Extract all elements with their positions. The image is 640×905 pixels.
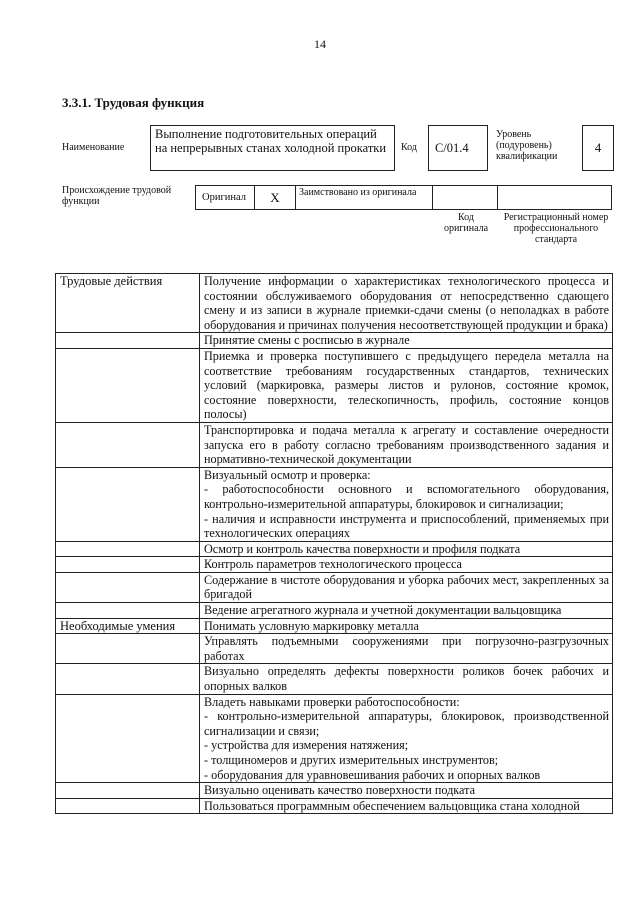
- original-code-cell: [432, 185, 498, 210]
- row-text: Приемка и проверка поступившего с предыдущего передела металла на соответствие требованиям государственных стандартов, технических условий (маркировка, размеры листов и рулонов, состояние кромок, состояние поверхности, телескопичность, профиль, состояние концов полосы): [200, 348, 613, 422]
- row-text: Визуально оценивать качество поверхности подката: [200, 783, 613, 799]
- original-label: Оригинал: [195, 185, 255, 210]
- code-original-caption: Код оригинала: [443, 212, 489, 234]
- row-text: Транспортировка и подача металла к агрегату и составление очередности запуска его в работу согласно требованиям производственного задания и нормативно-технической документации: [200, 422, 613, 467]
- level-label: Уровень (подуровень) квалификации: [496, 129, 558, 162]
- table-row: [56, 348, 613, 422]
- table-row: [56, 798, 613, 814]
- table-row: [56, 333, 613, 349]
- row-text: Осмотр и контроль качества поверхности и профиля подката: [200, 541, 613, 557]
- row-heading: [56, 541, 200, 557]
- row-heading: [56, 333, 200, 349]
- row-heading: [56, 783, 200, 799]
- row-text: Ведение агрегатного журнала и учетной документации вальцовщика: [200, 603, 613, 619]
- row-text: Содержание в чистоте оборудования и уборка рабочих мест, закрепленных за бригадой: [200, 572, 613, 602]
- table-row: [56, 603, 613, 619]
- table-row: [56, 783, 613, 799]
- row-heading: [56, 422, 200, 467]
- function-name-field: Выполнение подготовительных операций на непрерывных станах холодной прокатки: [150, 125, 395, 171]
- section-title: 3.3.1. Трудовая функция: [62, 95, 205, 110]
- row-heading: [56, 798, 200, 814]
- table-row: [56, 541, 613, 557]
- reg-number-cell: [497, 185, 612, 210]
- row-text: Пользоваться программным обеспечением вальцовщика стана холодной: [200, 798, 613, 814]
- row-heading: [56, 634, 200, 664]
- table-row: [56, 557, 613, 573]
- origin-row: [196, 185, 614, 210]
- row-text: Визуально определять дефекты поверхности роликов бочек рабочих и опорных валков: [200, 664, 613, 694]
- table-row: [56, 572, 613, 602]
- page-number: 14: [314, 37, 326, 51]
- code-label: Код: [401, 142, 417, 153]
- row-text: Понимать условную маркировку металла: [200, 618, 613, 634]
- function-table: [55, 273, 613, 814]
- row-text: Визуальный осмотр и проверка: - работоспособности основного и вспомогательного оборудования, контрольно-измерительной аппаратуры, блокировок и сигнализации; - наличия и исправности инструмента и приспособлений, применяемых при технологических операциях: [200, 467, 613, 541]
- row-heading: [56, 603, 200, 619]
- row-heading: [56, 557, 200, 573]
- code-field: C/01.4: [428, 125, 488, 171]
- level-field: 4: [582, 125, 614, 171]
- reg-number-caption: Регистрационный номер профессионального стандарта: [503, 212, 609, 245]
- row-heading: [56, 572, 200, 602]
- origin-label: Происхождение трудовой функции: [62, 185, 172, 207]
- row-heading: Необходимые умения: [56, 618, 200, 634]
- row-heading: Трудовые действия: [56, 274, 200, 333]
- table-row: [56, 467, 613, 541]
- row-text: Владеть навыками проверки работоспособности: - контрольно-измерительной аппаратуры, блокировок, производственной сигнализации и связи; - устройства для измерения натяжения; - толщиномеров и других измерительных инструментов; - оборудования для уравновешивания рабочих и опорных валков: [200, 694, 613, 783]
- borrowed-label: Заимствовано из оригинала: [295, 185, 433, 210]
- row-text: Принятие смены с росписью в журнале: [200, 333, 613, 349]
- table-row: [56, 694, 613, 783]
- row-heading: [56, 694, 200, 783]
- row-text: Управлять подъемными сооружениями при погрузочно-разгрузочных работах: [200, 634, 613, 664]
- name-label: Наименование: [62, 142, 125, 153]
- row-text: Контроль параметров технологического процесса: [200, 557, 613, 573]
- table-row: [56, 618, 613, 634]
- row-heading: [56, 467, 200, 541]
- table-row: [56, 274, 613, 333]
- row-text: Получение информации о характеристиках технологического процесса и состоянии обслуживаемого оборудования от непосредственно сдающего смену и из записи в журнале приемки-сдачи смены (о неполадках в работе оборудования и причинах получения несоответствующей продукции и брака): [200, 274, 613, 333]
- table-row: [56, 422, 613, 467]
- row-heading: [56, 664, 200, 694]
- original-mark: X: [254, 185, 296, 210]
- table-row: [56, 634, 613, 664]
- row-heading: [56, 348, 200, 422]
- table-row: [56, 664, 613, 694]
